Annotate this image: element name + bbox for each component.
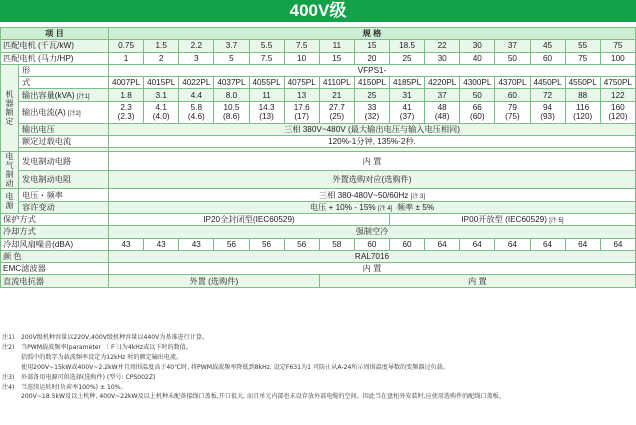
cell: 40 (460, 52, 495, 64)
group-power-label: 电源 (1, 189, 19, 214)
cell: 4220PL (425, 77, 460, 89)
row-protection-a: IP20全封闭型(IEC60529) (109, 213, 390, 225)
row-brake-circuit-label: 发电制动电路 (19, 152, 109, 171)
cell: 4007PL (109, 77, 144, 89)
note-ref: [注 3] (410, 193, 426, 200)
note-ref: [注1] (76, 93, 90, 100)
row-out-voltage-label: 输出电压 (19, 123, 109, 135)
header-spec: 规 格 (109, 28, 636, 40)
cell: 4750PL (600, 77, 635, 89)
cell: 11 (249, 89, 284, 101)
cell: 60 (530, 52, 565, 64)
row-voltage-freq (1, 189, 636, 201)
row-protection-b: IP00开放型 (IEC60529) [注 5] (390, 213, 636, 225)
cell: 100 (600, 52, 635, 64)
cell: 43 (179, 238, 214, 250)
cell: 55 (565, 40, 600, 52)
cell: 43 (109, 238, 144, 250)
row-out-voltage (1, 123, 636, 135)
row-overload-label: 额定过载电流 (19, 136, 109, 148)
cell: 33 (32) (354, 101, 389, 123)
row-tolerance-label: 容许变动 (19, 201, 109, 213)
cell: 160 (120) (600, 101, 635, 123)
row-cooling-value: 强制空冷 (109, 226, 636, 238)
cell: 4.1 (4.0) (144, 101, 179, 123)
cell: 4.4 (179, 89, 214, 101)
cell: 66 (60) (460, 101, 495, 123)
cell: 4185PL (390, 77, 425, 89)
cell: 4370PL (495, 77, 530, 89)
cell: 10.5 (8.6) (214, 101, 249, 123)
cell: 88 (565, 89, 600, 101)
row-emc (1, 263, 636, 275)
cell: 5.8 (4.6) (179, 101, 214, 123)
cell: 30 (425, 52, 460, 64)
cell: 56 (284, 238, 319, 250)
cell: 25 (390, 52, 425, 64)
cell: 8.0 (214, 89, 249, 101)
row-emc-value: 内 置 (109, 263, 636, 275)
row-kva-label: 输出容量(kVA) [注1] (19, 89, 109, 101)
cell: 60 (354, 238, 389, 250)
row-noise (1, 238, 636, 250)
cell: 7.5 (284, 40, 319, 52)
cell: 79 (75) (495, 101, 530, 123)
cell: 4110PL (319, 77, 354, 89)
row-brake-circuit-value: 内 置 (109, 152, 636, 171)
row-overload (1, 136, 636, 148)
row-color-value: RAL7016 (109, 250, 636, 262)
cell: 4450PL (530, 77, 565, 89)
cell: 2.2 (179, 40, 214, 52)
cell: 5.5 (249, 40, 284, 52)
cell: 13 (284, 89, 319, 101)
cell: 4037PL (214, 77, 249, 89)
cell: 18.5 (390, 40, 425, 52)
cell: 75 (600, 40, 635, 52)
row-color-label: 颜 色 (1, 250, 109, 262)
header-item: 项 目 (1, 28, 109, 40)
cell: 1.8 (109, 89, 144, 101)
cell: 122 (600, 89, 635, 101)
cell: 72 (530, 89, 565, 101)
row-voltage-freq-value: 三相 380-480V~50/60Hz [注 3] (109, 189, 636, 201)
cell: 4150PL (354, 77, 389, 89)
row-brake-resistor-label: 发电制动电阻 (19, 170, 109, 189)
row-model (1, 77, 636, 89)
row-protection (1, 213, 636, 225)
row-hp-label: 匹配电机 (马力/HP) (1, 52, 109, 64)
cell: 45 (530, 40, 565, 52)
cell: 2.3 (2.3) (109, 101, 144, 123)
cell: 37 (425, 89, 460, 101)
cell: 50 (495, 52, 530, 64)
cell: 5 (214, 52, 249, 64)
cell: 15 (354, 40, 389, 52)
row-kva (1, 89, 636, 101)
cell: 64 (425, 238, 460, 250)
cell: 0.75 (109, 40, 144, 52)
row-brake-resistor (1, 170, 636, 189)
footnotes (2, 333, 634, 402)
row-brake-circuit (1, 152, 636, 171)
cell: 58 (319, 238, 354, 250)
group-brake-label: 电气制动 (1, 152, 19, 189)
cell: 50 (460, 89, 495, 101)
row-color (1, 250, 636, 262)
cell: 4075PL (284, 77, 319, 89)
cell: 116 (120) (565, 101, 600, 123)
cell: 31 (390, 89, 425, 101)
title-banner: 400V级 (0, 0, 636, 22)
cell: 64 (460, 238, 495, 250)
row-form (1, 64, 636, 76)
row-protection-label: 保护方式 (1, 213, 109, 225)
cell: 41 (37) (390, 101, 425, 123)
row-dc-reactor-a: 外置 (选购件) (109, 275, 320, 287)
row-tolerance-value: 电压 + 10% - 15% [注 4] 频率 ± 5% (109, 201, 636, 213)
cell: 64 (565, 238, 600, 250)
cell: 7.5 (249, 52, 284, 64)
cell: 15 (319, 52, 354, 64)
row-form-value: VFPS1- (109, 64, 636, 76)
note-ref: [注 5] (549, 218, 564, 225)
footnote: 注3) 外部备用电源可供选择(选购件) (型号: CPS002Z) (2, 373, 156, 381)
cell: 22 (425, 40, 460, 52)
footnote: 括弧中的数字为载波频率设定为12kHz 时的额定输出电流。 (21, 353, 183, 361)
cell: 56 (249, 238, 284, 250)
note-ref: [注 4] (377, 205, 393, 212)
cell: 60 (495, 89, 530, 101)
cell: 94 (93) (530, 101, 565, 123)
row-cooling-label: 冷却方式 (1, 226, 109, 238)
cell: 2 (144, 52, 179, 64)
cell: 1 (109, 52, 144, 64)
cell: 3.1 (144, 89, 179, 101)
cell: 21 (319, 89, 354, 101)
row-dc-reactor-b: 内 置 (319, 275, 635, 287)
row-model-label: 式 (19, 77, 109, 89)
row-current-label: 输出电流(A) [注2] (19, 101, 109, 123)
row-voltage-freq-label: 电压・频率 (19, 189, 109, 201)
group-machine-label: 机器额定 (1, 64, 19, 151)
cell: 43 (144, 238, 179, 250)
cell: 4550PL (565, 77, 600, 89)
cell: 10 (284, 52, 319, 64)
cell: 14.3 (13) (249, 101, 284, 123)
header-row (1, 28, 636, 40)
cell: 64 (495, 238, 530, 250)
row-tolerance (1, 201, 636, 213)
row-hp (1, 52, 636, 64)
cell: 56 (214, 238, 249, 250)
cell: 17.6 (17) (284, 101, 319, 123)
cell: 64 (530, 238, 565, 250)
note-ref: [注2] (67, 110, 81, 117)
footnote: 注4) 当连续运转时(负荷率100%) ± 10%。 (2, 383, 127, 391)
cell: 64 (600, 238, 635, 250)
spec-table (0, 27, 636, 288)
cell: 20 (354, 52, 389, 64)
cell: 11 (319, 40, 354, 52)
row-overload-value: 120%-1分钟, 135%-2秒. (109, 136, 636, 148)
cell: 3.7 (214, 40, 249, 52)
cell: 4015PL (144, 77, 179, 89)
cell: 4300PL (460, 77, 495, 89)
cell: 27.7 (25) (319, 101, 354, 123)
footnote: 200V~18.5kW及以上机种, 400V~22kW及以上机种未配备接线口盖板,开口很大, 而且单元内部也未设存放外部电缆的空间。因此当在盘柜外安装时,应使用选购件的配线口盖板。 (21, 393, 505, 401)
cell: 1.5 (144, 40, 179, 52)
row-emc-label: EMC滤波器 (1, 263, 109, 275)
cell: 30 (460, 40, 495, 52)
cell: 48 (48) (425, 101, 460, 123)
row-current (1, 101, 636, 123)
cell: 4055PL (249, 77, 284, 89)
footnote: 使用200V~15kW或400V~2.2kW并且周围温度高于40℃时, 将PWM载波频率降低到8kHz. 设定F631为1 可防止从A-24所示周围温度导数的变频器过负载。 (21, 363, 449, 371)
footnote: 注2) 当PWM载波频率(parameter 〔 F 〕)为4kHz或以下时的数值。 (2, 343, 192, 351)
row-kw-label: 匹配电机 (千瓦/kW) (1, 40, 109, 52)
row-dc-reactor (1, 275, 636, 287)
footnote: 注1) 200V级机种容量以220V,400V级机种容量以440V为基准进行计算。 (2, 334, 209, 341)
cell: 37 (495, 40, 530, 52)
cell: 4022PL (179, 77, 214, 89)
cell: 25 (354, 89, 389, 101)
cell: 75 (565, 52, 600, 64)
row-kw (1, 40, 636, 52)
row-cooling (1, 226, 636, 238)
row-form-label: 形 (19, 64, 109, 76)
row-out-voltage-value: 三相 380V~480V (最大输出电压与输入电压相同) (109, 123, 636, 135)
cell: 3 (179, 52, 214, 64)
row-noise-label: 冷却风扇噪音(dBA) (1, 238, 109, 250)
row-dc-reactor-label: 直流电抗器 (1, 275, 109, 287)
row-brake-resistor-value: 外置选购对应(选购件) (109, 170, 636, 189)
cell: 60 (390, 238, 425, 250)
